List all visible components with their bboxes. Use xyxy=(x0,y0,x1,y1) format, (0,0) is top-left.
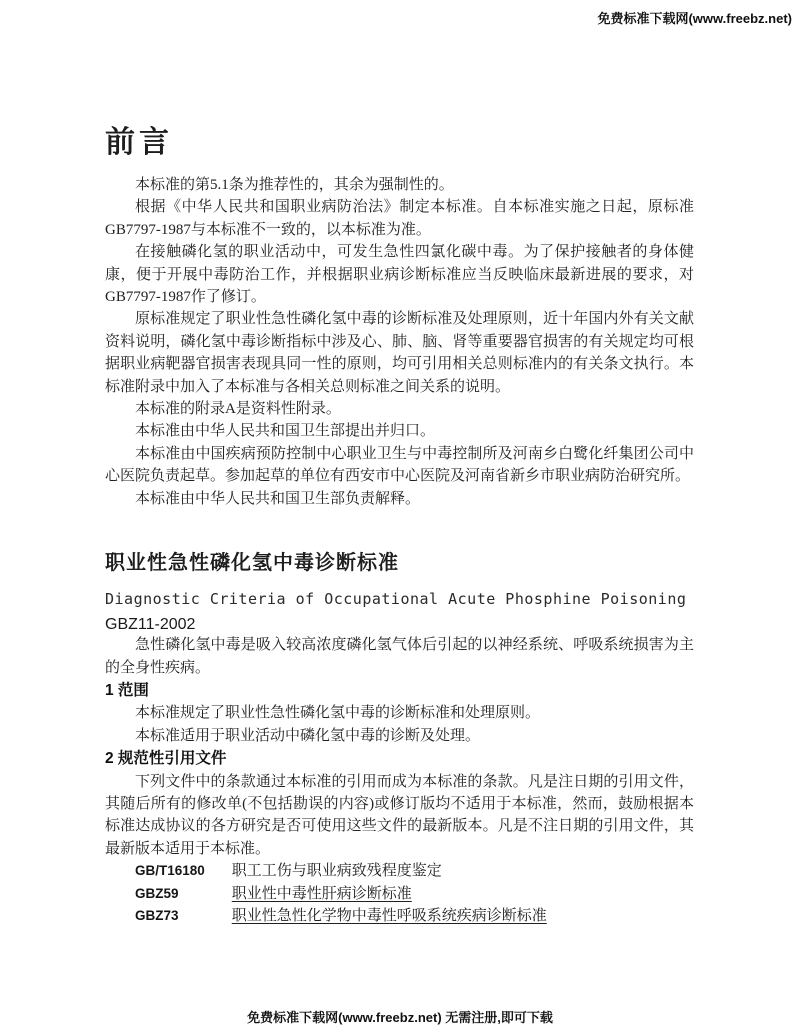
footer-site-note: 免费标准下载网(www.freebz.net) 无需注册,即可下载 xyxy=(247,1010,553,1025)
reference-title-link[interactable]: 职业性中毒性肝病诊断标准 xyxy=(231,885,412,902)
standard-title-en: Diagnostic Criteria of Occupational Acute Phosphine Poisoning xyxy=(105,590,687,609)
foreword-paragraph: 本标准的附录A是资料性附录。 xyxy=(135,401,341,418)
reference-code: GBZ59 xyxy=(135,885,179,901)
section-heading-scope: 1 范围 xyxy=(105,681,149,699)
foreword-paragraph: 本标准由中华人民共和国卫生部负责解释。 xyxy=(135,490,421,507)
header-site-note: 免费标准下载网(www.freebz.net) xyxy=(597,11,792,26)
standard-code: GBZ11-2002 xyxy=(105,616,196,634)
foreword-paragraph: 本标准由中华人民共和国卫生部提出并归口。 xyxy=(135,423,436,440)
foreword-paragraph: 在接触磷化氢的职业活动中，可发生急性四氯化碳中毒。为了保护接触者的身体健康，便于开展中毒防治工作，并根据职业病诊断标准应当反映临床最新进展的要求，对GB7797-1987作了修订。 xyxy=(105,244,694,306)
foreword-paragraph: 本标准由中国疾病预防控制中心职业卫生与中毒控制所及河南乡白鹭化纤集团公司中心医院负责起草。参加起草的单位有西安市中心医院及河南省新乡市职业病防治研究所。 xyxy=(105,445,694,485)
reference-row xyxy=(135,860,694,882)
foreword-paragraph: 原标准规定了职业性急性磷化氢中毒的诊断标准及处理原则，近十年国内外有关文献资料说明，磷化氢中毒诊断指标中涉及心、肺、脑、肾等重要器官损害的有关规定均可根据职业病靶器官损害表现具同一性的原则，均可引用相关总则标准内的有关条文执行。本标准附录中加入了本标准与各相关总则标准之间关系的说明。 xyxy=(105,311,694,395)
reference-row xyxy=(135,883,694,905)
reference-title-link[interactable]: 职业性急性化学物中毒性呼吸系统疾病诊断标准 xyxy=(231,907,547,924)
reference-row xyxy=(135,905,694,927)
standard-intro: 急性磷化氢中毒是吸入较高浓度磷化氢气体后引起的以神经系统、呼吸系统损害为主的全身性疾病。 xyxy=(105,637,694,676)
section-heading-normative-references: 2 规范性引用文件 xyxy=(105,750,227,768)
section-paragraph: 下列文件中的条款通过本标准的引用而成为本标准的条款。凡是注日期的引用文件，其随后所有的修改单(不包括勘误的内容)或修订版均不适用于本标准，然而，鼓励根据本标准达成协议的各方研究是否可使用这些文件的最新版本。凡是不注日期的引用文件，其最新版本适用于本标准。 xyxy=(105,773,694,857)
foreword-title: 前言 xyxy=(105,126,173,159)
reference-list xyxy=(135,860,694,927)
foreword-body xyxy=(105,174,694,510)
foreword-paragraph: 本标准的第5.1条为推荐性的，其余为强制性的。 xyxy=(135,177,454,193)
reference-code: GB/T16180 xyxy=(135,863,205,879)
foreword-paragraph: 根据《中华人民共和国职业病防治法》制定本标准。自本标准实施之日起，原标准GB7797-1987与本标准不一致的，以本标准为准。 xyxy=(105,199,694,238)
reference-code: GBZ73 xyxy=(135,907,179,923)
reference-title: 职工工伤与职业病致残程度鉴定 xyxy=(231,863,442,880)
section-paragraph: 本标准规定了职业性急性磷化氢中毒的诊断标准和处理原则。 xyxy=(135,705,541,722)
section-paragraph: 本标准适用于职业活动中磷化氢中毒的诊断及处理。 xyxy=(135,727,481,744)
standard-title-zh: 职业性急性磷化氢中毒诊断标准 xyxy=(105,552,399,575)
